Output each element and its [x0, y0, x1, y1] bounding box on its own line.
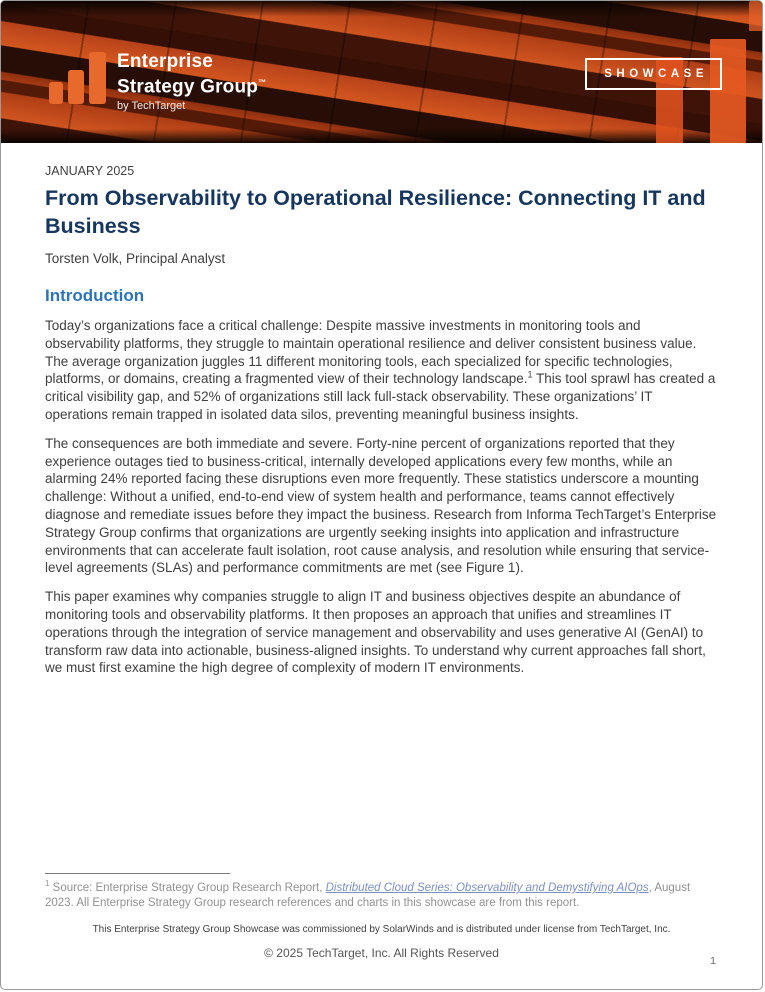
commissioned-notice: This Enterprise Strategy Group Showcase was commissioned by SolarWinds and is distributed under license from TechTarget, Inc. — [92, 924, 671, 935]
logo-line-1: Enterprise — [117, 51, 213, 72]
header-accent-bar-icon — [710, 39, 746, 143]
report-hyperlink[interactable]: Distributed Cloud Series: Observability and Demystifying AIOps — [325, 882, 649, 894]
paragraph-1-text: Today’s organizations face a critical challenge: Despite massive investments in monitoring tools and observability platforms, they struggle to maintain operational resilience and deliver consistent business value. The average organization juggles 11 different monitoring tools, each specialized for specific technologies, platforms, or domains, creating a fragmented view of their technology landscape. — [45, 318, 697, 387]
page-title: From Observability to Operational Resilience: Connecting IT and Business — [45, 186, 706, 238]
copyright-notice: © 2025 TechTarget, Inc. All Rights Reserved — [264, 946, 499, 960]
paragraph-2: The consequences are both immediate and severe. Forty-nine percent of organizations reported that they experience outages tied to business-critical, internally developed applications every few months, while an alarming 24% reported facing these disruptions even more frequently. These statistics underscore a mounting challenge: Without a unified, end-to-end view of system health and performance, teams cannot effectively diagnose and remediate issues before they impact the business. Research from Informa TechTarget’s Enterprise Strategy Group confirms that organizations are urgently seeking insights into application and infrastructure environments that can accelerate fault isolation, root cause analysis, and resolution while ensuring that service-level agreements (SLAs) and performance commitments are met (see Figure 1). — [45, 435, 717, 576]
paragraph-1 — [45, 317, 718, 424]
publication-date: JANUARY 2025 — [45, 164, 135, 178]
showcase-badge: SHOWCASE — [585, 58, 722, 90]
footnote-marker: 1 — [45, 879, 50, 889]
author-line: Torsten Volk, Principal Analyst — [45, 251, 226, 266]
paragraph-3: This paper examines why companies struggle to align IT and business objectives despite an abundance of monitoring tools and observability platforms. It then proposes an approach that unifies and streamlines IT operations through the integration of service management and observability and uses generative AI (GenAI) to transform raw data into actionable, business-aligned insights. To understand why current approaches fall short, we must first examine the high degree of complexity of modern IT environments. — [45, 589, 706, 676]
header-accent-bar-icon — [749, 1, 762, 31]
article-body — [1, 164, 762, 677]
footnote-text — [45, 881, 718, 911]
footnote-post-link-text: , August 2023. All Enterprise Strategy Group research references and charts in this showcase are from this report. — [45, 882, 691, 909]
footnote-pre-link-text: Source: Enterprise Strategy Group Research Report, — [49, 882, 326, 894]
footnote-reference: 1 — [527, 369, 533, 380]
paragraph-1-text-continued: This tool sprawl has created a critical visibility gap, and 52% of organizations still lack full-stack observability. These organizations’ IT operations remain trapped in isolated data silos, preventing meaningful business insights. — [45, 371, 716, 422]
footnote-separator — [45, 873, 230, 874]
page-number: 1 — [710, 955, 716, 967]
trademark-symbol: ™ — [258, 78, 267, 87]
report-header-banner — [1, 1, 762, 143]
esg-logo — [49, 51, 266, 112]
bar-chart-icon — [49, 51, 106, 104]
logo-line-2 — [117, 72, 266, 97]
logo-byline: by TechTarget — [117, 100, 186, 113]
page-footer — [45, 873, 718, 967]
logo-line-2-text: Strategy Group — [117, 76, 259, 98]
section-heading-introduction: Introduction — [45, 286, 145, 305]
esg-logo-text — [117, 51, 266, 112]
